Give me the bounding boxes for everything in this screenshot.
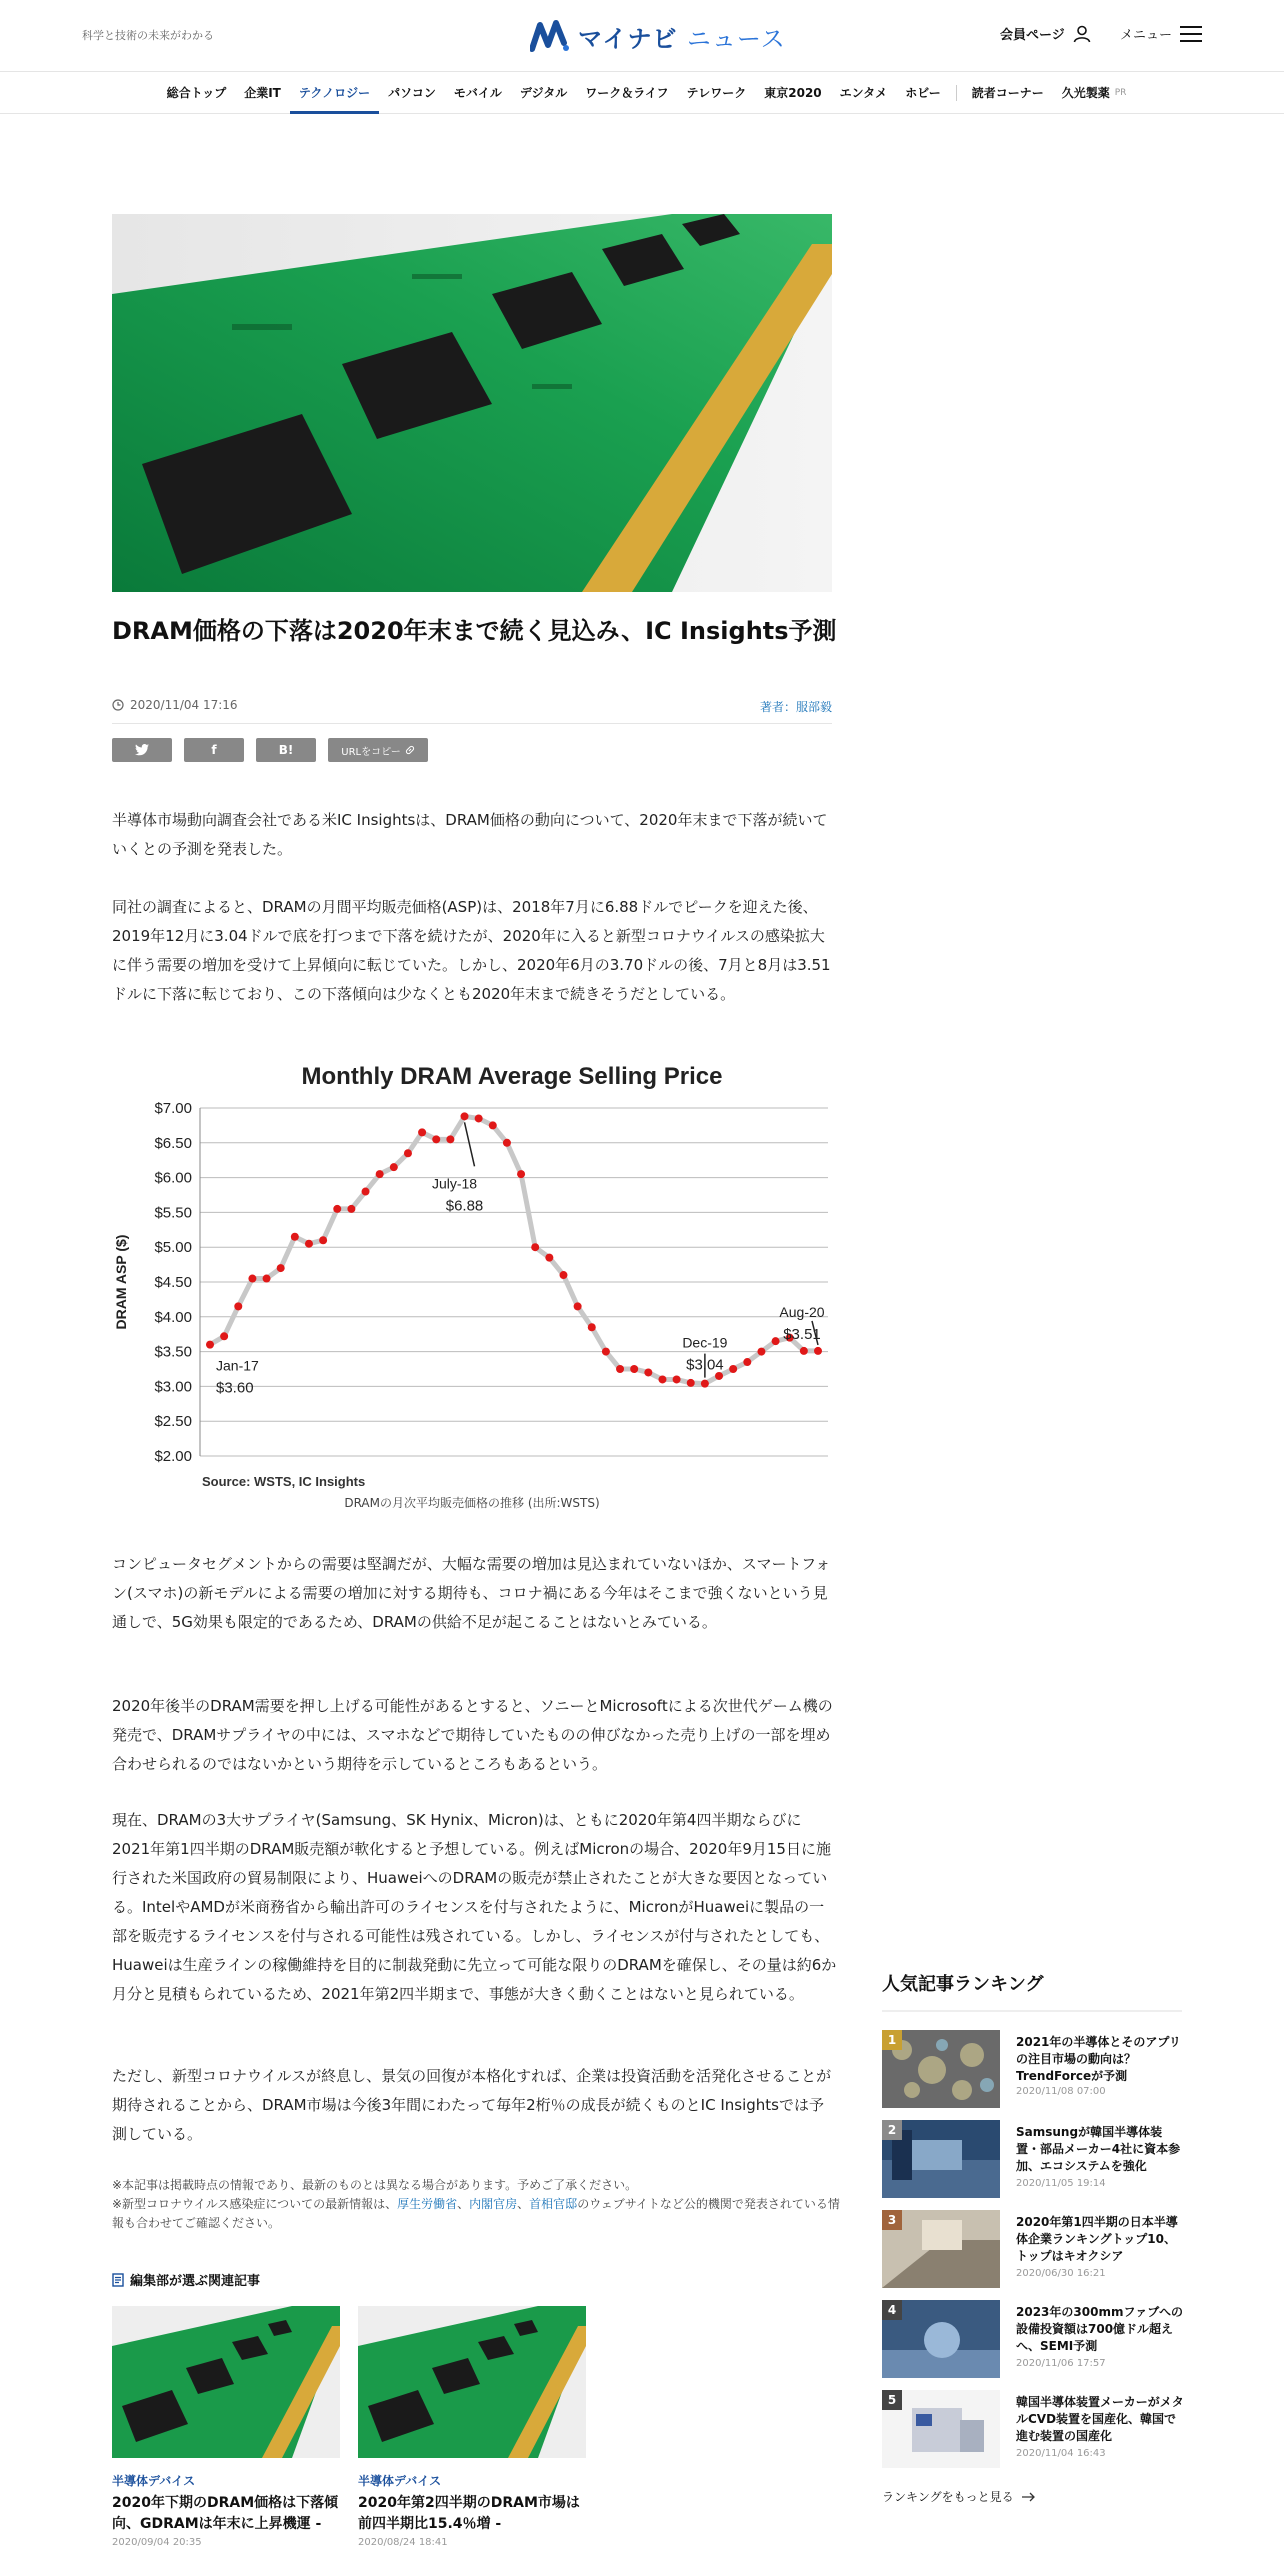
ranking-item[interactable] (882, 2120, 1182, 2200)
data-point (602, 1348, 610, 1356)
related-article-card[interactable] (358, 2306, 586, 2548)
data-point (772, 1337, 780, 1345)
data-point (814, 1347, 822, 1355)
article-meta (112, 696, 832, 724)
data-point (277, 1264, 285, 1272)
y-tick-label: $2.00 (154, 1448, 192, 1465)
date-text: 2020/11/04 17:16 (130, 698, 238, 712)
ranking-date: 2020/11/05 19:14 (1016, 2178, 1106, 2189)
annotation-label: Dec-19 (682, 1334, 728, 1351)
annotation-label: Jan-17 (216, 1357, 259, 1374)
article-notes (112, 2176, 842, 2233)
ranking-date: 2020/11/06 17:57 (1016, 2358, 1106, 2369)
annotation-pointer (465, 1122, 475, 1166)
mynavi-logo-icon (530, 19, 570, 53)
data-point (616, 1365, 624, 1373)
y-tick-label: $2.50 (154, 1413, 192, 1431)
logo-text: マイナビ ニュース (578, 24, 786, 53)
data-point (517, 1170, 525, 1178)
nav-item-top[interactable]: 総合トップ (166, 85, 227, 100)
ranking-title: 2021年の半導体とそのアプリの注目市場の動向は？TrendForceが予測 (1016, 2035, 1181, 2083)
dram-price-chart (112, 1058, 832, 1510)
data-point (673, 1375, 681, 1383)
nav-item-technology[interactable]: テクノロジー (290, 72, 379, 114)
ranking-date: 2020/11/08 07:00 (1016, 2086, 1106, 2097)
data-point (743, 1358, 751, 1366)
y-axis-label: DRAM ASP ($) (113, 1234, 129, 1330)
annotation-label: Aug-20 (779, 1303, 825, 1320)
twitter-icon (135, 744, 149, 756)
hatena-icon: B! (278, 743, 294, 757)
nav-item-readers[interactable]: 読者コーナー (971, 85, 1044, 100)
data-point (588, 1323, 596, 1331)
nav-item-hisamitsu[interactable]: 久光製薬 (1061, 85, 1110, 100)
data-point (701, 1380, 709, 1388)
related-category: 半導体デバイス (358, 2474, 442, 2488)
author-link[interactable]: 著者：服部毅 (759, 700, 832, 714)
annotation-value: $3.60 (216, 1379, 254, 1397)
data-point (531, 1243, 539, 1251)
data-point (319, 1236, 327, 1244)
data-point (644, 1368, 652, 1376)
y-tick-label: $7.00 (154, 1100, 192, 1117)
nav-item-mobile[interactable]: モバイル (453, 85, 502, 100)
data-point (574, 1302, 582, 1310)
annotation-value: $3.51 (783, 1325, 821, 1343)
ranking-title: 2023年の300mmファブへの設備投資額は700億ドル超えへ、SEMI予測 (1016, 2305, 1183, 2353)
dram-module-photo (112, 214, 832, 592)
facebook-icon: f (211, 743, 217, 757)
data-point (559, 1271, 567, 1279)
y-tick-label: $5.00 (154, 1239, 192, 1257)
nav-item-enterprise-it[interactable]: 企業IT (244, 85, 281, 100)
data-point (376, 1170, 384, 1178)
nav-item-digital[interactable]: デジタル (519, 85, 568, 100)
site-tagline: 科学と技術の未来がわかる (82, 29, 214, 42)
ranking-date: 2020/06/30 16:21 (1016, 2268, 1106, 2279)
nav-divider (956, 85, 957, 101)
related-title: 2020年第2四半期のDRAM市場は前四半期比15.4％増 - (358, 2495, 580, 2532)
nav-item-entertainment[interactable]: エンタメ (839, 85, 888, 100)
article-title: DRAM価格の下落は2020年末まで続く見込み、IC Insights予測 (112, 617, 837, 645)
hatena-share-button[interactable] (256, 738, 316, 762)
ranking-title: 韓国半導体装置メーカーがメタルCVD装置を国産化、韓国で進む装置の国産化 (1016, 2395, 1184, 2443)
related-date: 2020/08/24 18:41 (358, 2537, 448, 2548)
member-page-link[interactable] (1000, 24, 1091, 43)
data-point (545, 1254, 553, 1262)
rank-badge: 4 (882, 2300, 902, 2320)
publish-date (112, 698, 238, 712)
member-label: 会員ページ (1000, 28, 1065, 43)
hero-image (112, 214, 832, 592)
note-line-2: ※新型コロナウイルス感染症についての最新情報は、厚生労働省、内閣官房、首相官邸のウェブサイトなど公的機関で発表されている情報も合わせてご確認ください。 (112, 2197, 840, 2230)
annotation-label: July-18 (431, 1175, 478, 1192)
related-title: 2020年下期のDRAM価格は下落傾向、GDRAMは年末に上昇機運 - (112, 2495, 339, 2532)
data-point (503, 1139, 511, 1147)
nav-item-tokyo2020[interactable]: 東京2020 (764, 85, 822, 100)
site-logo[interactable] (530, 16, 786, 56)
data-point (489, 1121, 497, 1129)
data-point (263, 1275, 271, 1283)
nav-item-work-life[interactable]: ワーク＆ライフ (585, 85, 669, 100)
data-point (234, 1302, 242, 1310)
ranking-more-link[interactable]: ランキングをもっと見る (882, 2488, 1036, 2505)
share-buttons (112, 738, 428, 762)
copy-url-button[interactable] (328, 738, 428, 762)
rank-badge: 1 (882, 2030, 902, 2050)
link-icon (405, 745, 415, 755)
data-point (347, 1205, 355, 1213)
data-point (248, 1275, 256, 1283)
annotation-value: $3.04 (686, 1356, 724, 1374)
menu-button[interactable] (1120, 24, 1202, 43)
nav-item-pc[interactable]: パソコン (388, 85, 436, 100)
clock-icon (112, 699, 124, 711)
y-tick-label: $4.00 (154, 1308, 192, 1326)
article-paragraph-6: ただし、新型コロナウイルスが終息し、景気の回復が本格化すれば、企業は投資活動を活発化させることが期待されることから、DRAM市場は今後3年間にわたって毎年2桁％の成長が続くものとIC Insightsでは予測している。 (112, 2067, 832, 2143)
y-tick-label: $3.00 (154, 1378, 192, 1396)
nav-pr-label: PR (1114, 87, 1127, 98)
data-point (687, 1379, 695, 1387)
arrow-right-icon (1022, 2492, 1036, 2502)
chart-title: Monthly DRAM Average Selling Price (301, 1063, 723, 1090)
ranking-heading: 人気記事ランキング (882, 1970, 1182, 2012)
y-tick-label: $5.50 (154, 1204, 192, 1222)
annotation-value: $6.88 (445, 1197, 484, 1215)
data-point (305, 1240, 313, 1248)
site-header (0, 0, 1284, 72)
rank-badge: 2 (882, 2120, 902, 2140)
data-point (630, 1365, 638, 1373)
data-point (432, 1135, 440, 1143)
note-line-1: ※本記事は掲載時点の情報であり、最新のものとは異なる場合があります。予めご了承ください。 (112, 2178, 638, 2192)
related-date: 2020/09/04 20:35 (112, 2537, 202, 2548)
data-point (658, 1375, 666, 1383)
data-point (729, 1365, 737, 1373)
data-point (206, 1341, 214, 1349)
ranking-item[interactable] (882, 2210, 1182, 2290)
data-point (757, 1348, 765, 1356)
data-point (461, 1112, 469, 1120)
document-icon (112, 2273, 124, 2287)
nav-item-hobby[interactable]: ホビー (905, 85, 941, 100)
ranking-item[interactable] (882, 2390, 1182, 2470)
mhlw-link[interactable]: 厚生労働省 (397, 2197, 458, 2211)
nav-item-telework[interactable]: テレワーク (686, 85, 747, 100)
data-point (390, 1163, 398, 1171)
article-paragraph-5: 現在、DRAMの3大サプライヤ(Samsung、SK Hynix、Micron)は、ともに2020年第4四半期ならびに2021年第1四半期のDRAM販売額が軟化すると予想している。例えばMicronの場合、2020年9月15日に施行された米国政府の貿易制限により、HuaweiへのDRAMの販売が禁止されたことが大きな要因となっている。IntelやAMDが米商務省から輸出許可のライセンスを付与されたように、MicronがHuaweiに製品の一部を販売するライセンスを付与される可能性は残されている。しかし、ライセンスが付与されたとしても、Huaweiは生産ラインの稼働維持を目的に制裁発動に先立って可能な限りのDRAMを確保し、その量は約6か月分と見積もられているため、2021年第2四半期まで、事態が大きく動くことはないと見られている。 (112, 1811, 837, 2003)
data-point (446, 1135, 454, 1143)
ranking-title: 2020年第1四半期の日本半導体企業ランキングトップ10、トップはキオクシア (1016, 2215, 1178, 2263)
menu-label: メニュー (1120, 28, 1173, 43)
ranking-date: 2020/11/04 16:43 (1016, 2448, 1106, 2459)
chart-caption: DRAMの月次平均販売価格の推移 (出所:WSTS) (344, 1496, 600, 1510)
copy-url-label: URLをコピー (341, 746, 401, 758)
y-tick-label: $3.50 (154, 1343, 192, 1361)
related-category: 半導体デバイス (112, 2474, 196, 2488)
ranking-item[interactable] (882, 2030, 1182, 2110)
data-point (362, 1188, 370, 1196)
category-nav (0, 72, 1284, 114)
cabinet-secretariat-link[interactable]: 内閣官房 (469, 2197, 518, 2211)
data-point (800, 1347, 808, 1355)
related-heading: 編集部が選ぶ関連記事 (112, 2270, 260, 2289)
data-point (475, 1114, 483, 1122)
y-tick-label: $4.50 (154, 1274, 192, 1291)
facebook-share-button[interactable] (184, 738, 244, 762)
data-point (333, 1205, 341, 1213)
user-icon (1073, 25, 1091, 43)
related-thumbnail (112, 2306, 340, 2458)
hamburger-icon (1180, 25, 1202, 43)
y-tick-label: $6.50 (154, 1134, 192, 1152)
data-point (404, 1149, 412, 1157)
y-tick-label: $6.00 (154, 1169, 192, 1187)
article-paragraph-2: 同社の調査によると、DRAMの月間平均販売価格(ASP)は、2018年7月に6.88ドルでピークを迎えた後、2019年12月に3.04ドルで底を打つまで下落を続けたが、2020年に入ると新型コロナウイルスの感染拡大に伴う需要の増加を受けて上昇傾向に転じていた。しかし、2020年6月の3.70ドルの後、7月と8月は3.51ドルに下落に転じており、この下落傾向は少なくとも2020年末まで続きそうだとしている。 (112, 898, 831, 1003)
article-paragraph-1: 半導体市場動向調査会社である米IC Insightsは、DRAM価格の動向について、2020年末まで下落が続いていくとの予測を発表した。 (112, 811, 828, 858)
rank-badge: 3 (882, 2210, 902, 2230)
ranking-title: Samsungが韓国半導体装置・部品メーカー4社に資本参加、エコシステムを強化 (1016, 2125, 1181, 2173)
twitter-share-button[interactable] (112, 738, 172, 762)
chart-source: Source: WSTS, IC Insights (202, 1474, 366, 1489)
related-thumbnail (358, 2306, 586, 2458)
article-paragraph-3: コンピュータセグメントからの需要は堅調だが、大幅な需要の増加は見込まれていないほか、スマートフォン(スマホ)の新モデルによる需要の増加に対する期待も、コロナ禍にある今年はそこまで強くないという見通しで、5G効果も限定的であるため、DRAMの供給不足が起こることはないとみている。 (112, 1555, 831, 1631)
ranking-item[interactable] (882, 2300, 1182, 2380)
data-point (418, 1128, 426, 1136)
rank-badge: 5 (882, 2390, 902, 2410)
related-article-card[interactable] (112, 2306, 340, 2548)
article-paragraph-4: 2020年後半のDRAM需要を押し上げる可能性があるとすると、ソニーとMicrosoftによる次世代ゲーム機の発売で、DRAMサプライヤの中には、スマホなどで期待していたものの伸びなかった売り上げの一部を埋め合わせられるのではないかという期待を示しているところもあるという。 (112, 1697, 833, 1773)
data-point (291, 1233, 299, 1241)
data-point (220, 1332, 228, 1340)
kantei-link[interactable]: 首相官邸 (529, 2197, 578, 2211)
